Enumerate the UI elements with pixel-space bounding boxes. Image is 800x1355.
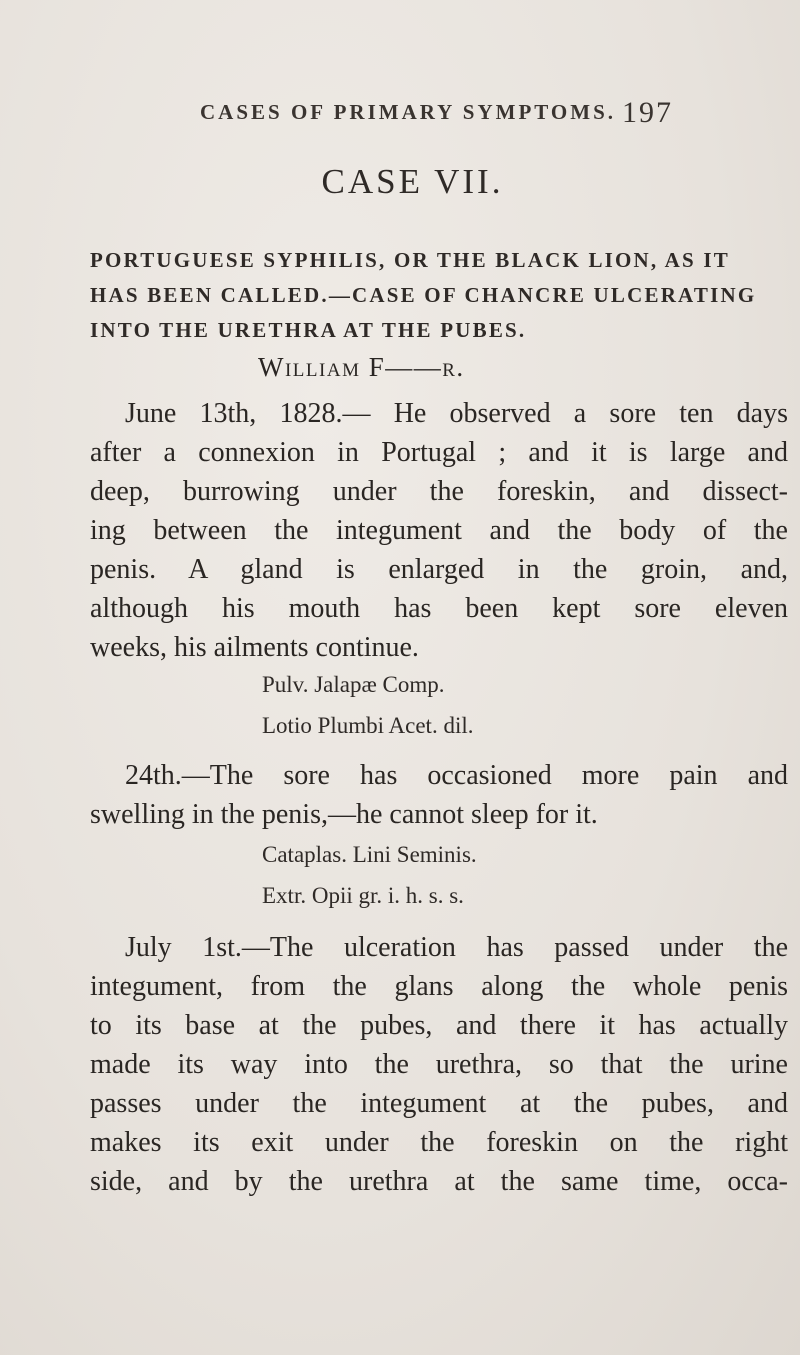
paragraph-line: deep, burrowing under the foreskin, and dissect- bbox=[90, 476, 788, 507]
patient-name: William F——r. bbox=[258, 352, 465, 382]
paragraph-line: 24th.—The sore has occasioned more pain and bbox=[125, 760, 788, 791]
paragraph-line: after a connexion in Portugal ; and it is large and bbox=[90, 437, 788, 468]
paragraph-line: to its base at the pubes, and there it has actually bbox=[90, 1010, 788, 1041]
paragraph-line: weeks, his ailments continue. bbox=[90, 632, 419, 663]
paragraph-line: June 13th, 1828.— He observed a sore ten days bbox=[125, 398, 788, 429]
page-number: 197 bbox=[622, 96, 673, 129]
paragraph-line: makes its exit under the foreskin on the right bbox=[90, 1127, 788, 1158]
paragraph-line: ing between the integument and the body of the bbox=[90, 515, 788, 546]
prescription-line: Cataplas. Lini Seminis. bbox=[262, 842, 477, 867]
paragraph-line: penis. A gland is enlarged in the groin, and, bbox=[90, 554, 788, 585]
paragraph-line: swelling in the penis,—he cannot sleep for it. bbox=[90, 799, 598, 830]
case-title: CASE VII. bbox=[321, 162, 504, 201]
case-subtitle-line: INTO THE URETHRA AT THE PUBES. bbox=[90, 318, 527, 342]
prescription-line: Lotio Plumbi Acet. dil. bbox=[262, 713, 474, 738]
paragraph-line: side, and by the urethra at the same time, occa- bbox=[90, 1166, 788, 1197]
running-head: CASES OF PRIMARY SYMPTOMS. bbox=[200, 100, 616, 124]
paragraph-line: although his mouth has been kept sore eleven bbox=[90, 593, 788, 624]
case-subtitle-line: HAS BEEN CALLED.—CASE OF CHANCRE ULCERATING bbox=[90, 283, 757, 307]
paragraph-line: July 1st.—The ulceration has passed under the bbox=[125, 932, 788, 963]
paragraph-line: made its way into the urethra, so that the urine bbox=[90, 1049, 788, 1080]
paragraph-line: passes under the integument at the pubes, and bbox=[90, 1088, 788, 1119]
prescription-line: Extr. Opii gr. i. h. s. s. bbox=[262, 883, 464, 908]
case-subtitle-line: PORTUGUESE SYPHILIS, OR THE BLACK LION, AS IT bbox=[90, 248, 730, 272]
prescription-line: Pulv. Jalapæ Comp. bbox=[262, 672, 445, 697]
paragraph-line: integument, from the glans along the whole penis bbox=[90, 971, 788, 1002]
